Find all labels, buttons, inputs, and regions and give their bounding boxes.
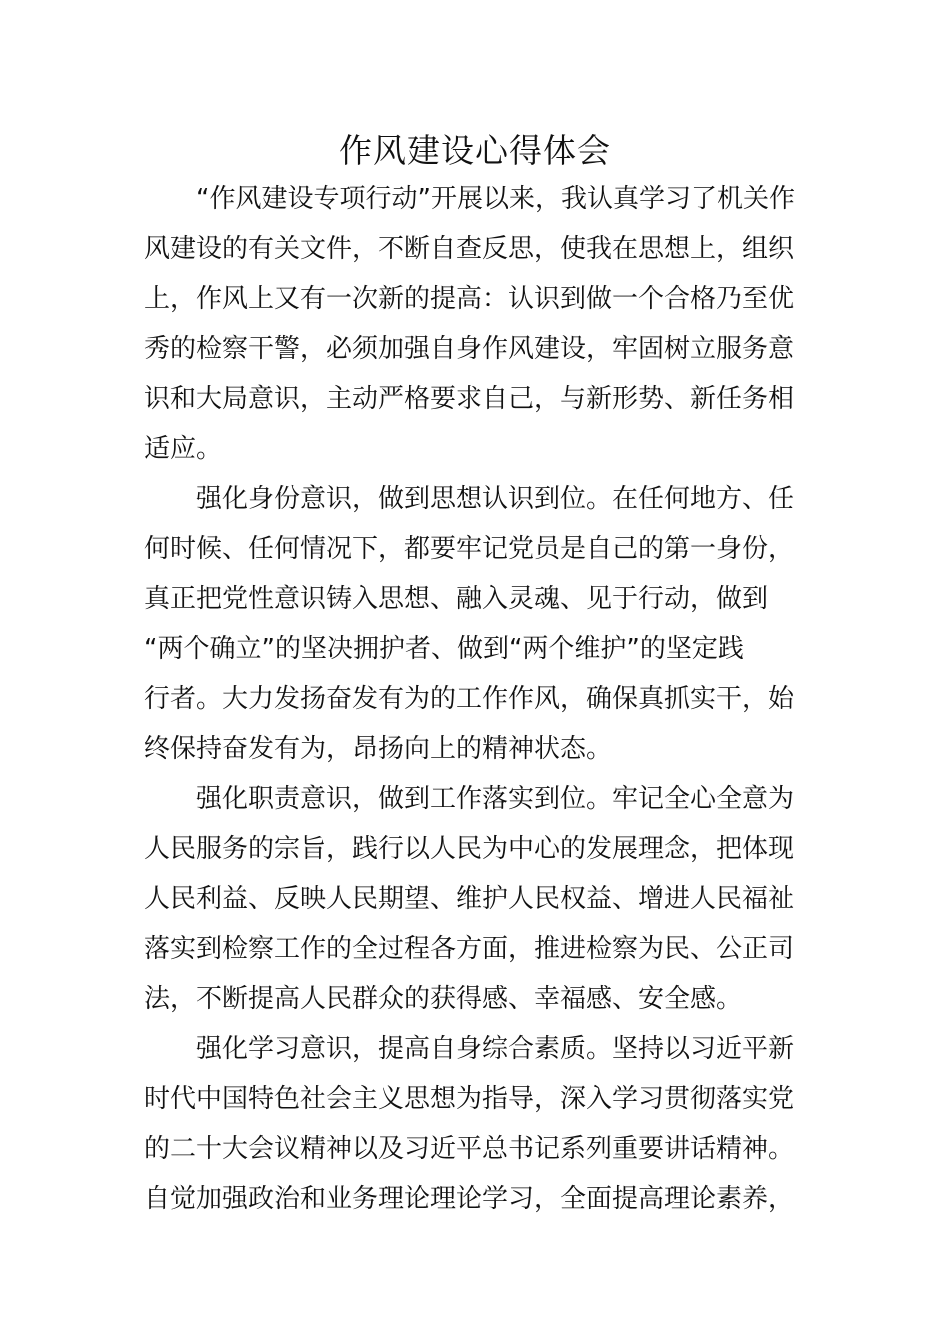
paragraph-3-line-1: 强化职责意识，做到工作落实到位。牢记全心全意为 [196,784,795,814]
paragraph-1-line-3: 上，作风上又有一次新的提高：认识到做一个合格乃至优 [144,284,795,314]
paragraph-3-line-2: 人民服务的宗旨，践行以人民为中心的发展理念，把体现 [144,834,795,864]
paragraph-2-line-6: 终保持奋发有为，昂扬向上的精神状态。 [144,734,613,764]
paragraph-1-line-5: 识和大局意识，主动严格要求自己，与新形势、新任务相 [144,384,795,414]
paragraph-2-line-4: “两个确立”的坚决拥护者、做到“两个维护”的坚定践 [144,634,744,664]
paragraph-2-line-1: 强化身份意识，做到思想认识到位。在任何地方、任 [196,484,795,514]
paragraph-1-line-6: 适应。 [144,434,223,464]
paragraph-1-line-2: 风建设的有关文件，不断自查反思，使我在思想上，组织 [144,234,795,264]
paragraph-2-line-2: 何时候、任何情况下，都要牢记党员是自己的第一身份， [144,534,795,564]
paragraph-3-line-3: 人民利益、反映人民期望、维护人民权益、增进人民福祉 [144,884,795,914]
paragraph-2-line-5: 行者。大力发扬奋发有为的工作作风，确保真抓实干，始 [144,684,795,714]
paragraph-4-line-4: 自觉加强政治和业务理论理论学习，全面提高理论素养， [144,1184,795,1214]
paragraph-1-line-4: 秀的检察干警，必须加强自身作风建设，牢固树立服务意 [144,334,795,364]
paragraph-2-line-3: 真正把党性意识铸入思想、融入灵魂、见于行动，做到 [144,584,769,614]
paragraph-4-line-2: 时代中国特色社会主义思想为指导，深入学习贯彻落实党 [144,1084,795,1114]
paragraph-4-line-3: 的二十大会议精神以及习近平总书记系列重要讲话精神。 [144,1134,795,1164]
paragraph-1-line-1: “作风建设专项行动”开展以来，我认真学习了机关作 [196,184,795,214]
document-title: 作风建设心得体会 [339,131,611,170]
paragraph-3-line-5: 法，不断提高人民群众的获得感、幸福感、安全感。 [144,984,743,1014]
paragraph-3-line-4: 落实到检察工作的全过程各方面，推进检察为民、公正司 [144,934,795,964]
paragraph-4-line-1: 强化学习意识，提高自身综合素质。坚持以习近平新 [196,1034,795,1064]
